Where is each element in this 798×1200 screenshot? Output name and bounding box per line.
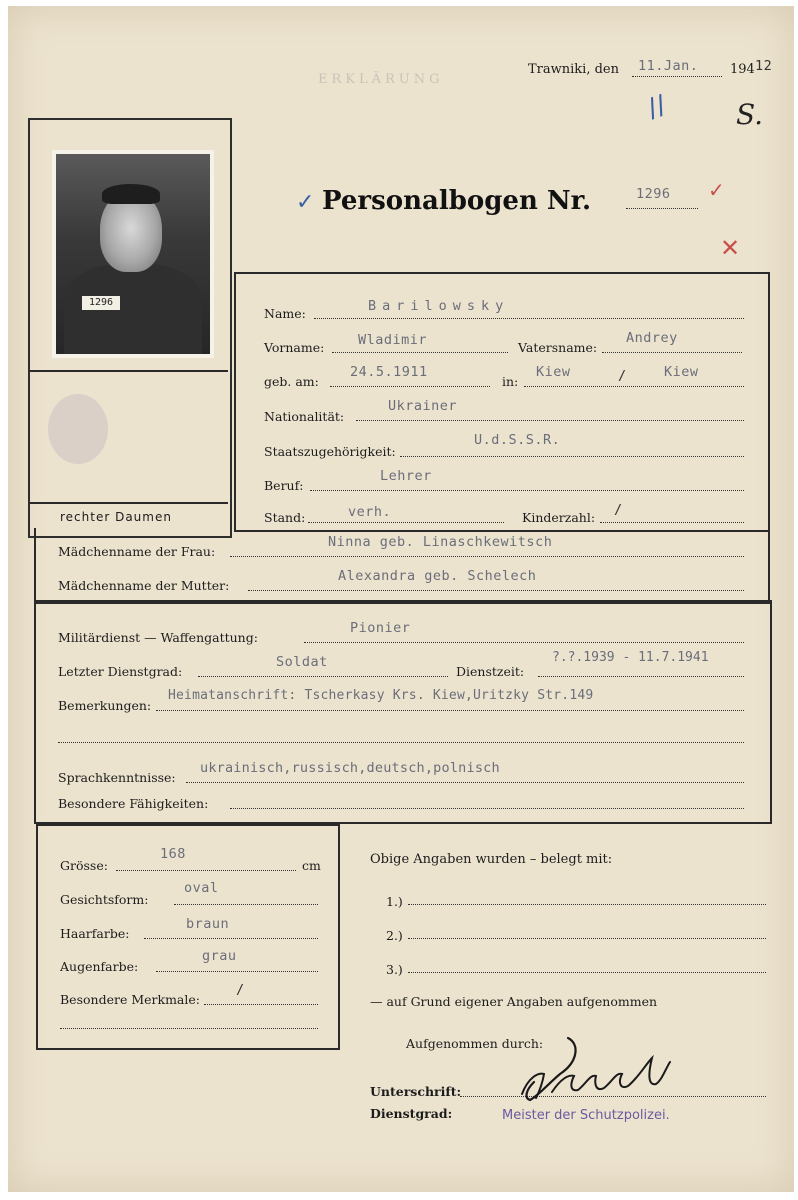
haarfarbe-value: braun	[186, 916, 230, 932]
title-number-line	[626, 208, 698, 209]
stand-label: Stand:	[264, 510, 306, 525]
verification-line-3	[408, 972, 766, 973]
handwritten-signature	[508, 1034, 678, 1106]
red-cross-mark: ✕	[720, 234, 741, 262]
nationalitaet-value: Ukrainer	[388, 398, 458, 414]
haarfarbe-label: Haarfarbe:	[60, 926, 130, 941]
maedchenname-mutter-label: Mädchenname der Mutter:	[58, 578, 230, 593]
name-label: Name:	[264, 306, 306, 321]
beruf-line	[310, 490, 744, 491]
dienstgrad-label: Letzter Dienstgrad:	[58, 664, 183, 679]
prisoner-number-tag: 1296	[82, 296, 120, 310]
geb-label: geb. am:	[264, 374, 319, 389]
verification-note: — auf Grund eigener Angaben aufgenommen	[370, 994, 658, 1009]
in-region-value: Kiew	[664, 364, 699, 380]
vorname-line	[332, 352, 508, 353]
merkmale-line-2	[60, 1028, 318, 1029]
portrait-photo	[52, 150, 214, 358]
in-line	[524, 386, 744, 387]
bemerkungen-value: Heimatanschrift: Tscherkasy Krs. Kiew,Uritzky Str.149	[168, 688, 594, 703]
staatszugehoerigkeit-line	[400, 456, 744, 457]
photo-divider	[30, 370, 228, 372]
name-line	[314, 318, 744, 319]
bemerkungen-line	[156, 710, 744, 711]
sprachkenntnisse-value: ukrainisch,russisch,deutsch,polnisch	[200, 760, 500, 776]
in-place-value: Kiew	[536, 364, 571, 380]
vatersname-value: Andrey	[626, 330, 678, 346]
place-date-label: Trawniki, den	[528, 62, 619, 77]
faehigkeiten-line	[230, 808, 744, 809]
bemerkungen-line-2	[58, 742, 744, 743]
photo-face	[100, 192, 162, 272]
nationalitaet-label: Nationalität:	[264, 409, 345, 424]
gesichtsform-line	[174, 904, 318, 905]
thumb-divider	[30, 502, 228, 504]
dienstgrad-value: Soldat	[276, 654, 328, 670]
date-value: 11.Jan.	[638, 58, 699, 74]
dienstgrad-line	[198, 676, 448, 677]
verification-item-3: 3.)	[386, 962, 403, 977]
thumb-label: rechter Daumen	[60, 510, 172, 524]
maedchenname-frau-line	[230, 556, 744, 557]
verification-item-2: 2.)	[386, 928, 403, 943]
kinderzahl-label: Kinderzahl:	[522, 510, 596, 525]
dienstzeit-line	[538, 676, 744, 677]
militaerdienst-label: Militärdienst — Waffengattung:	[58, 630, 258, 645]
vatersname-label: Vatersname:	[518, 340, 598, 355]
red-check-mark: ✓	[708, 178, 725, 202]
bemerkungen-label: Bemerkungen:	[58, 698, 152, 713]
dienstgrad-stamp: Meister der Schutzpolizei.	[502, 1108, 670, 1123]
year-prefix: 194	[730, 62, 755, 77]
merkmale-line	[204, 1004, 318, 1005]
beruf-label: Beruf:	[264, 478, 304, 493]
staatszugehoerigkeit-label: Staatszugehörigkeit:	[264, 444, 396, 459]
maedchenname-mutter-line	[248, 590, 744, 591]
name-value: Barilowsky	[368, 298, 510, 314]
date-line	[632, 76, 722, 77]
vorname-label: Vorname:	[264, 340, 325, 355]
document-page	[8, 6, 794, 1192]
augenfarbe-line	[156, 971, 318, 972]
photo-hair	[102, 184, 160, 204]
gesichtsform-value: oval	[184, 880, 219, 896]
dienstzeit-value: ?.?.1939 - 11.7.1941	[552, 650, 709, 665]
title-check-mark: ✓	[296, 190, 315, 215]
waffengattung-value: Pionier	[350, 620, 411, 636]
beruf-value: Lehrer	[380, 468, 432, 484]
vatersname-line	[602, 352, 742, 353]
groesse-unit: cm	[302, 858, 321, 873]
dienstgrad-sig-label: Dienstgrad:	[370, 1106, 453, 1121]
nationalitaet-line	[356, 420, 744, 421]
dienstzeit-label: Dienstzeit:	[456, 664, 525, 679]
faded-stamp-smudge	[48, 394, 108, 464]
unterschrift-label: Unterschrift:	[370, 1084, 462, 1099]
form-number: 1296	[636, 186, 671, 202]
augenfarbe-label: Augenfarbe:	[60, 959, 139, 974]
in-label: in:	[502, 374, 519, 389]
haarfarbe-line	[144, 938, 318, 939]
corner-mark: S.	[736, 98, 764, 131]
geb-value: 24.5.1911	[350, 364, 428, 380]
maedchenname-frau-label: Mädchenname der Frau:	[58, 544, 216, 559]
groesse-line	[116, 870, 296, 871]
verification-line-2	[408, 938, 766, 939]
augenfarbe-value: grau	[202, 948, 237, 964]
stand-value: verh.	[348, 504, 392, 520]
sprachkenntnisse-line	[186, 782, 744, 783]
year-handwritten: 12	[755, 58, 773, 74]
staatszugehoerigkeit-value: U.d.S.S.R.	[474, 432, 561, 448]
stand-line	[308, 522, 504, 523]
kinderzahl-value: /	[614, 502, 623, 518]
geb-line	[330, 386, 490, 387]
merkmale-value: /	[236, 982, 245, 998]
waffengattung-line	[304, 642, 744, 643]
merkmale-label: Besondere Merkmale:	[60, 992, 200, 1007]
verification-line-1	[408, 904, 766, 905]
form-title: Personalbogen Nr.	[322, 186, 592, 216]
verification-heading: Obige Angaben wurden – belegt mit:	[370, 852, 613, 867]
groesse-value: 168	[160, 846, 186, 862]
faehigkeiten-label: Besondere Fähigkeiten:	[58, 796, 209, 811]
in-separator: /	[618, 368, 627, 384]
verification-item-1: 1.)	[386, 894, 403, 909]
aufgenommen-label: Aufgenommen durch:	[406, 1036, 544, 1051]
maedchenname-mutter-value: Alexandra geb. Schelech	[338, 568, 537, 584]
gesichtsform-label: Gesichtsform:	[60, 892, 149, 907]
sprachkenntnisse-label: Sprachkenntnisse:	[58, 770, 176, 785]
groesse-label: Grösse:	[60, 858, 108, 873]
vorname-value: Wladimir	[358, 332, 428, 348]
kinderzahl-line	[600, 522, 744, 523]
show-through-heading: ERKLÄRUNG	[318, 72, 444, 87]
maedchenname-frau-value: Ninna geb. Linaschkewitsch	[328, 534, 553, 550]
blue-pencil-mark: //	[643, 89, 671, 125]
